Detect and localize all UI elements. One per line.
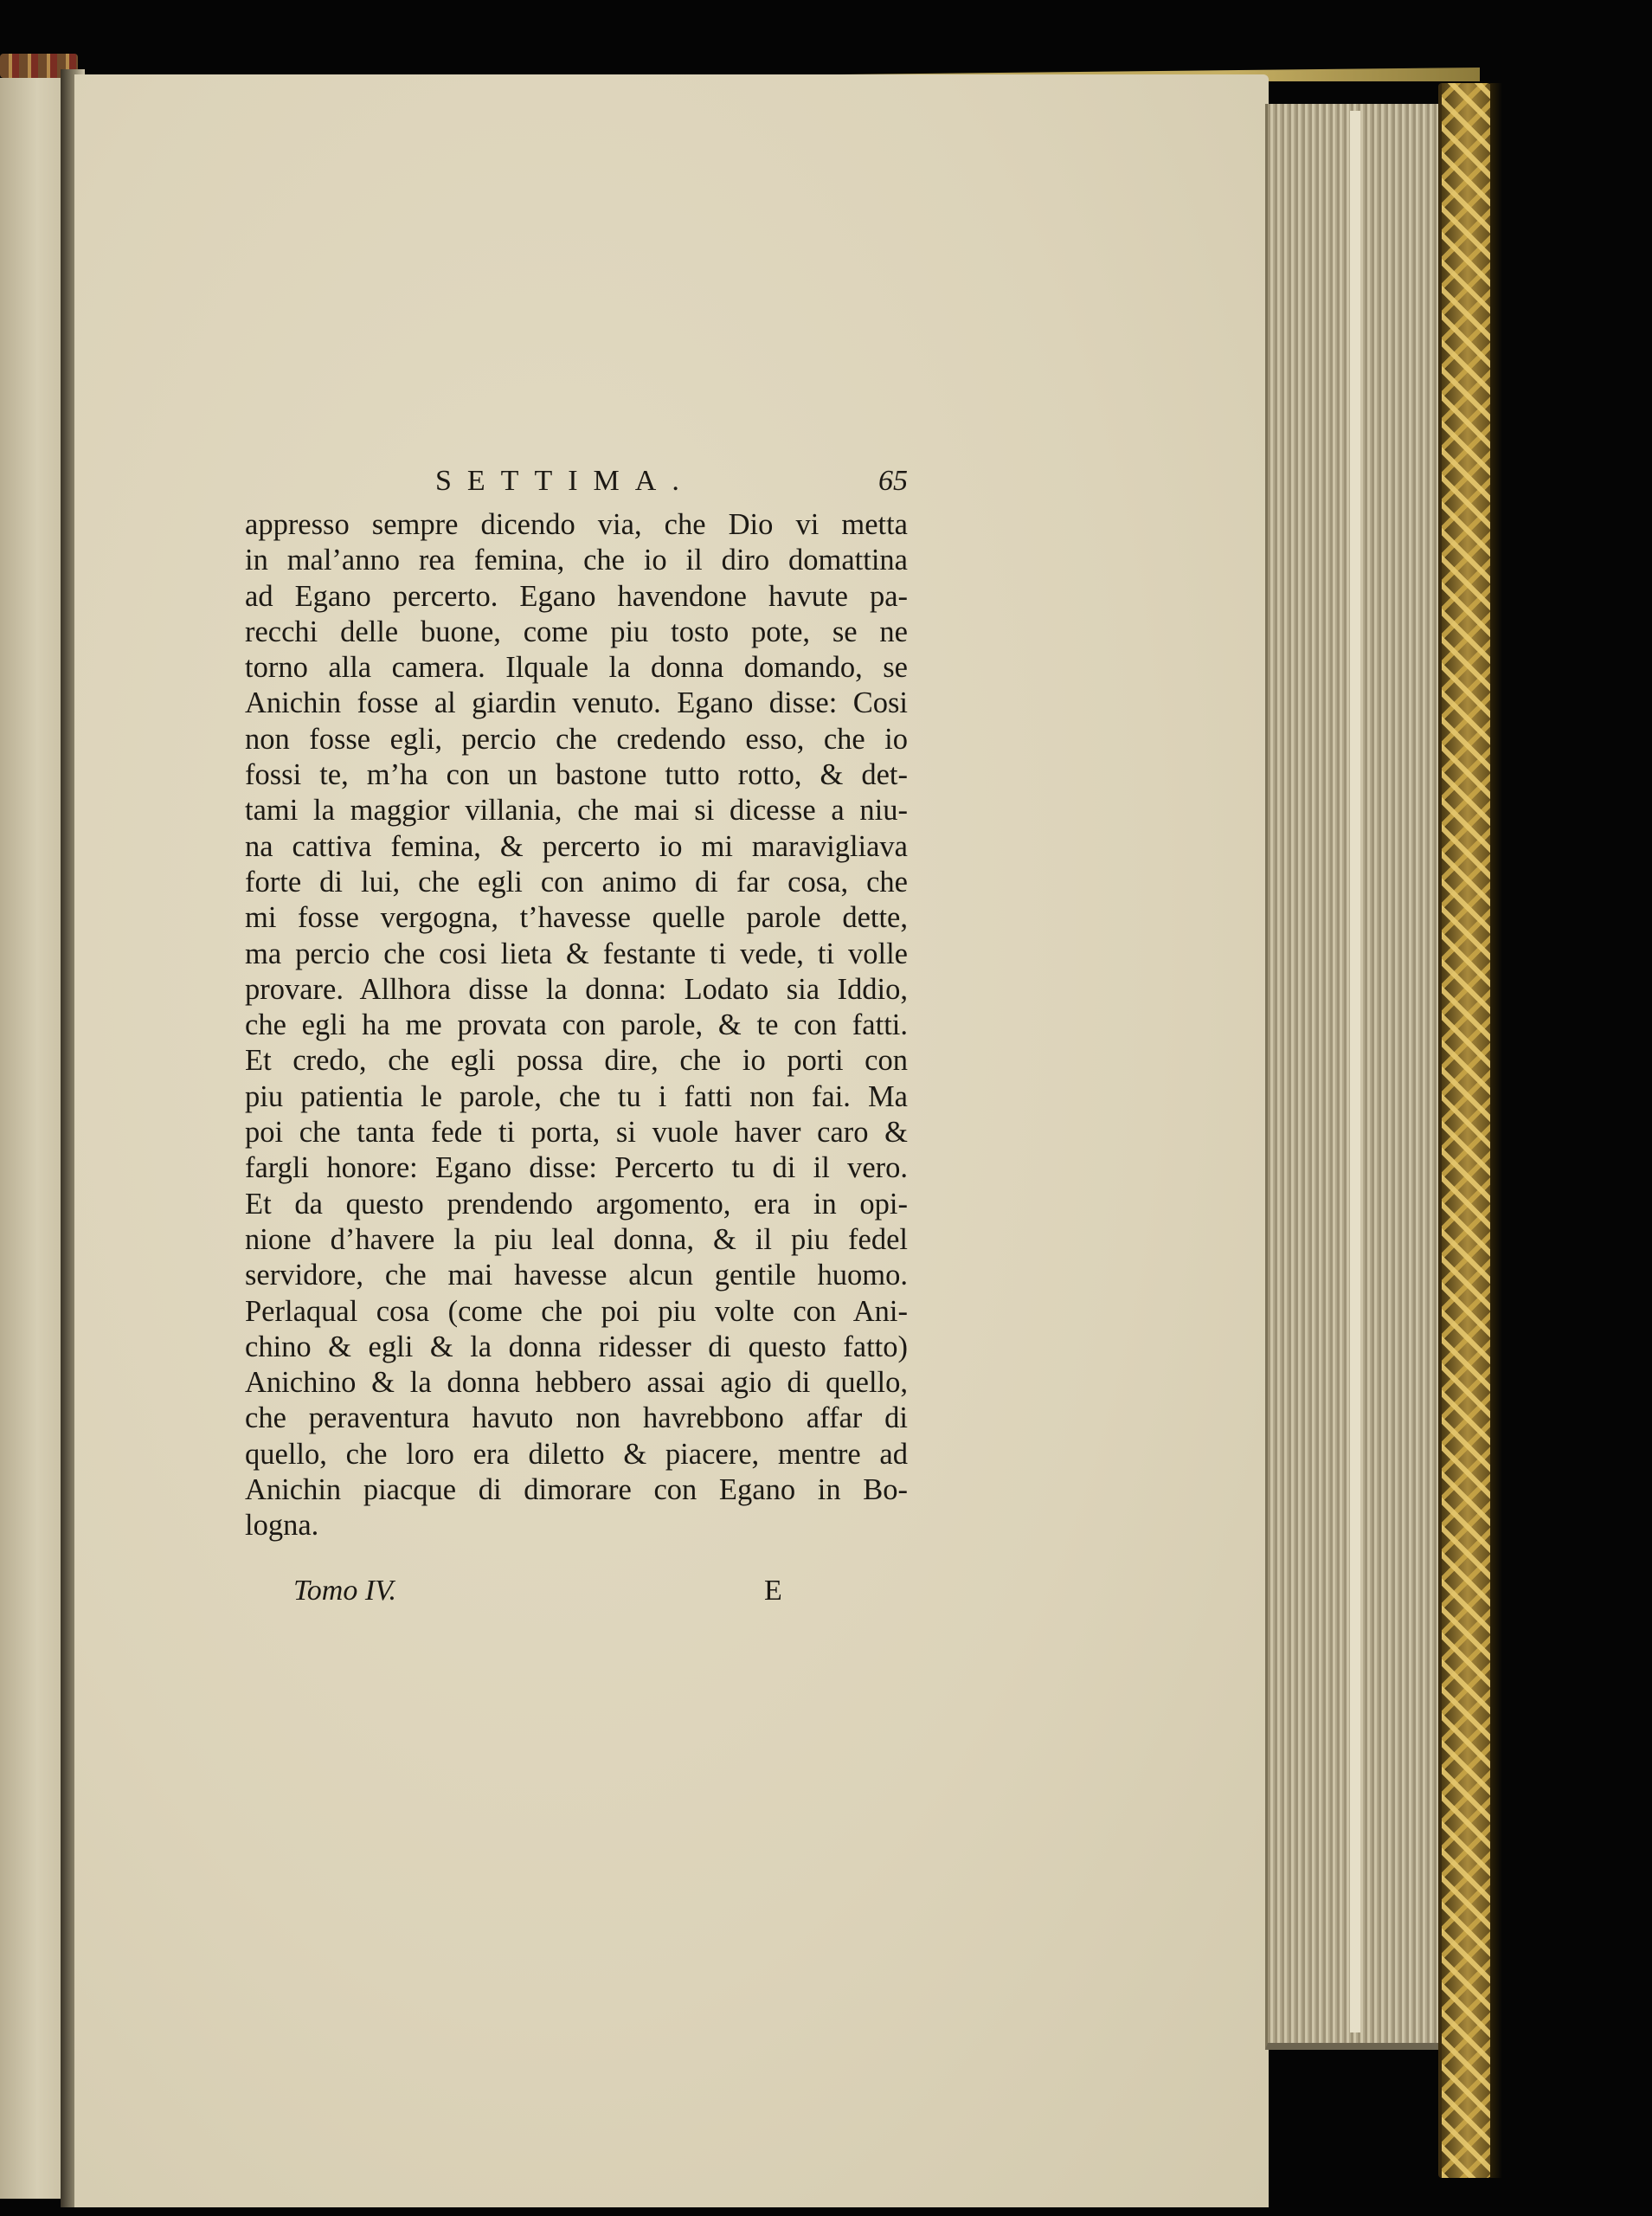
text-line: piu patientia le parole, che tu i fatti non fai. Ma [245,1079,908,1113]
text-line: Perlaqual cosa (come che poi piu volte con Ani- [245,1294,908,1328]
text-line: recchi delle buone, come piu tosto pote, se ne [245,615,908,648]
text-line: na cattiva femina, & percerto io mi maravigliava [245,829,908,863]
text-line: fossi te, m’ha con un bastone tutto rotto, & det- [245,758,908,792]
text-line: Et credo, che egli possa dire, che io porti con [245,1044,908,1078]
text-line: Anichin fosse al giardin venuto. Egano disse: Cosi [245,686,908,720]
text-line: tami la maggior villania, che mai si dicesse a niu- [245,794,908,828]
page-number: 65 [878,465,908,497]
body-text [245,507,908,1544]
gilt-binding-edge [1438,83,1494,2178]
text-line: chino & egli & la donna ridesser di questo fatto) [245,1330,908,1363]
running-title: SETTIMA. [435,465,695,497]
text-line: forte di lui, che egli con animo di far cosa, che [245,865,908,899]
volume-label: Tomo IV. [293,1574,397,1607]
page-block-gap [1350,111,1360,2032]
text-line: Anichin piacque di dimorare con Egano in Bo- [245,1473,908,1507]
text-line: fargli honore: Egano disse: Percerto tu di il vero. [245,1151,908,1185]
text-line: poi che tanta fede ti porta, si vuole haver caro & [245,1116,908,1150]
text-line: che egli ha me provata con parole, & te con fatti. [245,1008,908,1042]
text-line: provare. Allhora disse la donna: Lodato sia Iddio, [245,972,908,1006]
text-line: logna. [245,1509,319,1543]
text-line: Anichino & la donna hebbero assai agio di quello, [245,1366,908,1400]
text-line: appresso sempre dicendo via, che Dio vi metta [245,508,908,541]
text-line: ma percio che cosi lieta & festante ti vede, ti volle [245,937,908,970]
text-line: torno alla camera. Ilquale la donna domando, se [245,651,908,685]
text-line: ad Egano percerto. Egano havendone havute pa- [245,579,908,613]
text-line: Et da questo prendendo argomento, era in opi- [245,1187,908,1221]
text-block [245,457,908,1617]
previous-page-edge [0,78,69,2199]
signature-line [245,1565,908,1617]
binding-shadow [1490,83,1502,2178]
text-line: non fosse egli, percio che credendo esso, che io [245,722,908,756]
running-head [245,457,908,506]
text-line: in mal’anno rea femina, che io il diro domattina [245,544,908,577]
text-line: quello, che loro era diletto & piacere, mentre ad [245,1437,908,1471]
text-line: mi fosse vergogna, t’havesse quelle parole dette, [245,901,908,935]
signature-mark: E [764,1574,782,1607]
text-line: che peraventura havuto non havrebbono affar di [245,1401,908,1435]
text-line: servidore, che mai havesse alcun gentile huomo. [245,1259,908,1292]
text-line: nione d’havere la piu leal donna, & il piu fedel [245,1222,908,1256]
